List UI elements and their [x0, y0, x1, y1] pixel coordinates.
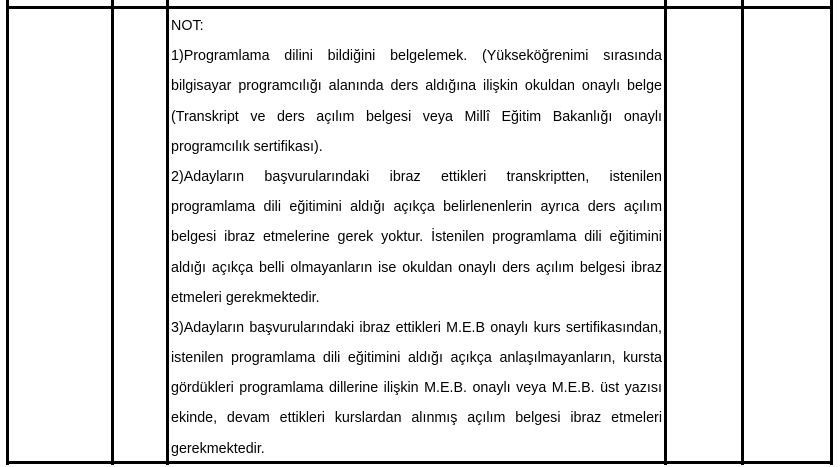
column-divider	[741, 0, 744, 465]
note-line: programcılık sertifikası).	[171, 138, 323, 155]
note-line: programlama dili eğitimini aldığı açıkça belirlenenlerin ayrıca ders açılım	[171, 199, 662, 216]
note-line: 3)Adayların başvurularındaki ibraz ettikleri M.E.B onaylı kurs sertifikasından,	[171, 319, 662, 336]
column-divider	[166, 0, 169, 465]
note-paragraph	[171, 313, 662, 464]
note-title: NOT:	[171, 18, 204, 34]
note-line: aldığı açıkça belli olmayanların ise okuldan onaylı ders açılım belgesi ibraz	[171, 259, 662, 276]
note-line: etmeleri gerekmektedir.	[171, 289, 320, 306]
row-divider	[7, 6, 833, 9]
note-line: (Transkript ve ders açılım belgesi veya Millî Eğitim Bakanlığı onaylı	[171, 108, 662, 125]
note-line: belgesi ibraz etmelerine gerek yoktur. İstenilen programlama dili eğitimini	[171, 229, 662, 246]
note-line: gördükleri programlama dillerine ilişkin M.E.B. onaylı veya M.E.B. üst yazısı	[171, 380, 662, 397]
note-line: bilgisayar programcılığı alanında ders aldığına ilişkin okuldan onaylı belge	[171, 78, 662, 95]
column-divider	[6, 0, 9, 465]
note-line: istenilen programlama dili eğitimini aldığı açıkça anlaşılmayanların, kursta	[171, 350, 662, 367]
column-divider	[111, 0, 114, 465]
note-line: 1)Programlama dilini bildiğini belgelemek. (Yükseköğrenimi sırasında	[171, 48, 662, 65]
note-cell	[171, 11, 662, 464]
note-paragraph	[171, 162, 662, 313]
note-line: gerekmektedir.	[171, 440, 265, 457]
note-line: 2)Adayların başvurularındaki ibraz ettikleri transkriptten, istenilen	[171, 168, 662, 185]
column-divider	[664, 0, 667, 465]
note-paragraph	[171, 41, 662, 162]
column-divider	[830, 0, 833, 465]
note-line: ekinde, devam ettikleri kurslardan alınmış açılım belgesi ibraz etmeleri	[171, 410, 662, 427]
